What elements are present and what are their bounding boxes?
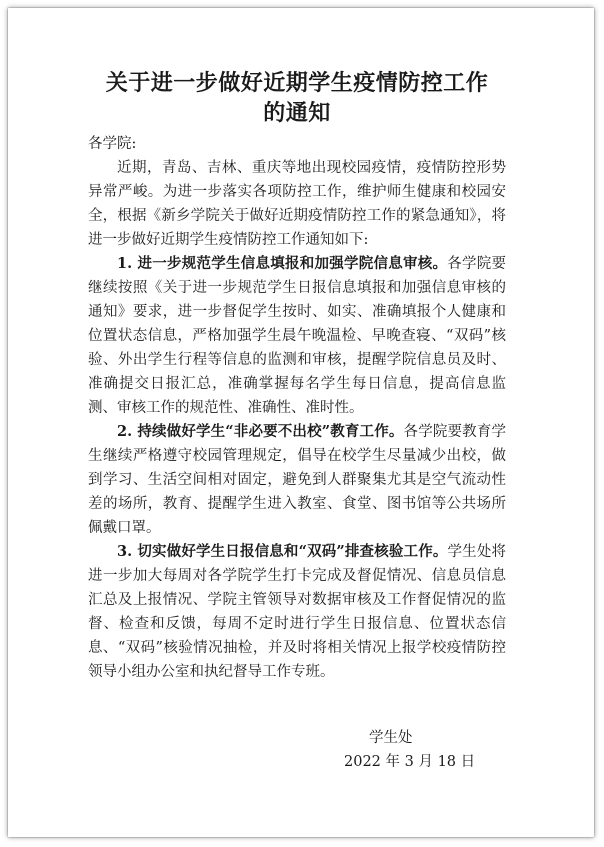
item-1-heading: 1. 进一步规范学生信息填报和加强学院信息审核。 [117,255,448,272]
signature-org: 学生处 [369,730,413,746]
item-2-body: 各学院要教育学生继续严格遵守校园管理规定，倡导在校学生尽量减少出校，做到学习、生活空间相对固定，避免到人群聚集尤其是空气流动性差的场所，教育、提醒学生进入教室、食堂、图书馆等公共场所佩戴口罩。 [88,424,506,536]
item-1-paragraph [88,252,506,420]
document-body [88,68,506,684]
salutation: 各学院: [88,136,137,152]
item-3-paragraph [88,540,506,684]
item-2-heading: 2. 持续做好学生“非必要不出校”教育工作。 [117,423,404,440]
item-2-paragraph [88,420,506,540]
item-3-body: 学生处将进一步加大每周对各学院学生打卡完成及督促情况、信息员信息汇总及上报情况、学院主管领导对数据审核及工作督促情况的监督、检查和反馈，每周不定时进行学生日报信息、位置状态信息、“双码”核验情况抽检，并及时将相关情况上报学校疫情防控领导小组办公室和执纪督导工作专班。 [88,544,506,680]
document-page [8,8,594,837]
intro-paragraph: 近期，青岛、吉林、重庆等地出现校园疫情，疫情防控形势异常严峻。为进一步落实各项防控工作，维护师生健康和校园安全，根据《新乡学院关于做好近期疫情防控工作的紧急通知》，将进一步做好近期学生疫情防控工作通知如下: [88,160,506,248]
title-line-2: 的通知 [263,100,331,126]
document-title [88,68,506,128]
title-line-1: 关于进一步做好近期学生疫情防控工作 [105,70,489,96]
item-1-body: 各学院要继续按照《关于进一步规范学生日报信息填报和加强信息审核的通知》要求，进一步督促学生按时、如实、准确填报个人健康和位置状态信息，严格加强学生晨午晚温检、早晚查寝、“双码”核验、外出学生行程等信息的监测和审核，提醒学院信息员及时、准确提交日报汇总，准确掌握每名学生每日信息，提高信息监测、审核工作的规范性、准确性、准时性。 [88,256,507,416]
signature-date: 2022 年 3 月 18 日 [344,754,476,770]
item-3-heading: 3. 切实做好学生日报信息和“双码”排查核验工作。 [117,543,448,560]
